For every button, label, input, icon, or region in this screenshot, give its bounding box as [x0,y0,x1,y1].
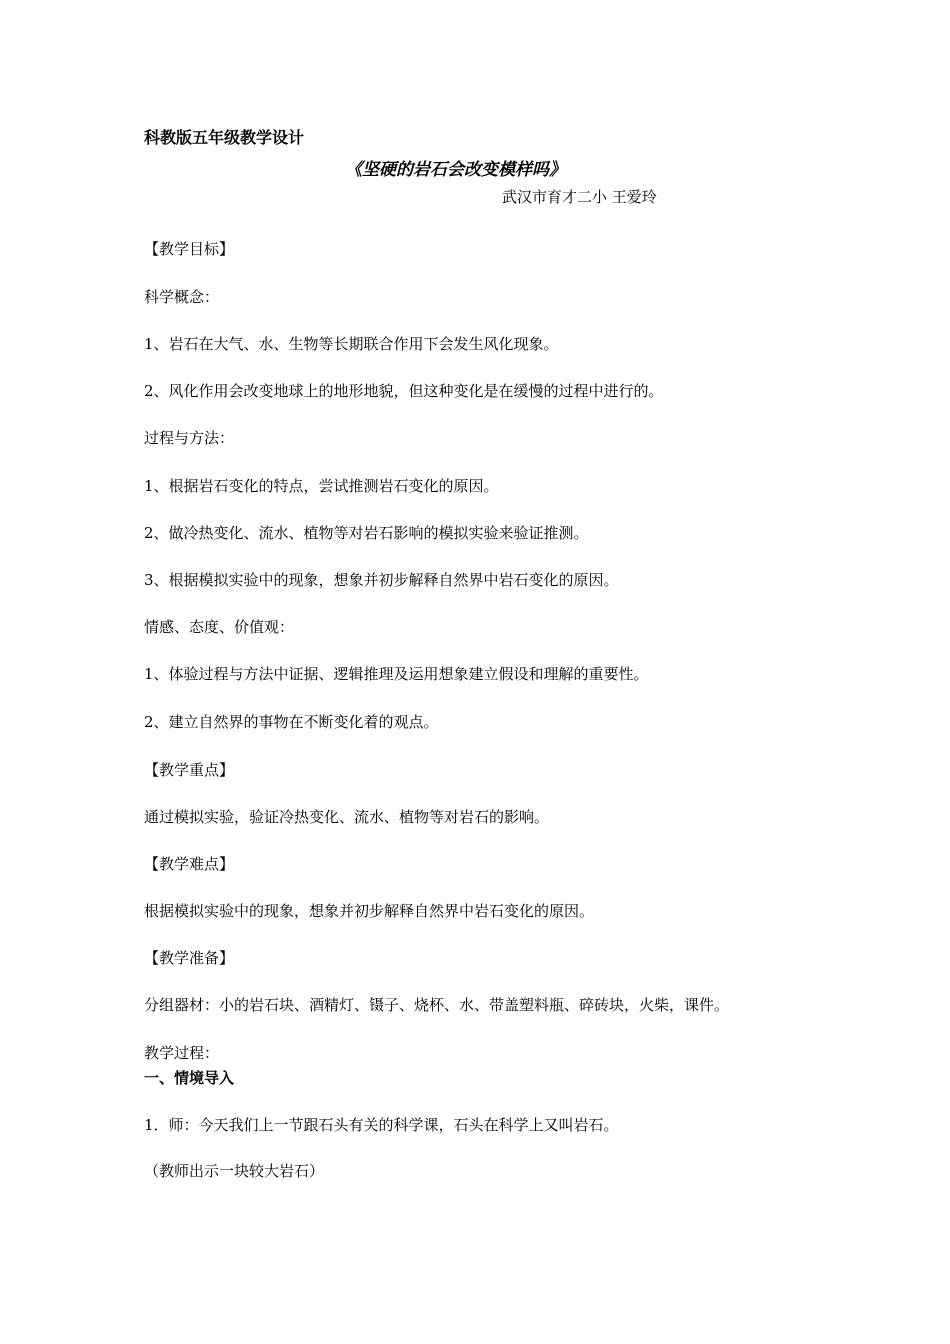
attitude-item: 2、建立自然界的事物在不断变化着的观点。 [144,713,439,731]
teaching-process-label: 教学过程： [144,1044,220,1062]
process-item-note: （教师出示一块较大岩石） [144,1162,325,1180]
process-method-label: 过程与方法： [144,429,235,447]
process-method-item: 2、做冷热变化、流水、植物等对岩石影响的模拟实验来验证推测。 [144,524,589,542]
preparation-heading: 【教学准备】 [144,949,235,967]
section-heading: 一、情境导入 [144,1069,235,1087]
key-point-text: 通过模拟实验，验证冷热变化、流水、植物等对岩石的影响。 [144,808,550,826]
concept-label: 科学概念： [144,288,220,306]
document-header: 科教版五年级教学设计 [144,128,305,147]
attitude-item: 1、体验过程与方法中证据、逻辑推理及运用想象建立假设和理解的重要性。 [144,665,649,683]
key-point-heading: 【教学重点】 [144,761,235,779]
objectives-heading: 【教学目标】 [144,240,235,258]
process-item: 1．师：今天我们上一节跟石头有关的科学课，石头在科学上又叫岩石。 [144,1116,619,1134]
concept-item: 1、岩石在大气、水、生物等长期联合作用下会发生风化现象。 [144,335,559,353]
difficulty-heading: 【教学难点】 [144,855,235,873]
attitude-label: 情感、态度、价值观： [144,618,295,636]
document-title: 《坚硬的岩石会改变模样吗》 [345,160,566,180]
process-method-item: 1、根据岩石变化的特点，尝试推测岩石变化的原因。 [144,477,499,495]
process-method-item: 3、根据模拟实验中的现象，想象并初步解释自然界中岩石变化的原因。 [144,571,619,589]
preparation-text: 分组器材：小的岩石块、酒精灯、镊子、烧杯、水、带盖塑料瓶、碎砖块，火柴，课件。 [144,996,730,1014]
concept-item: 2、风化作用会改变地球上的地形地貌，但这种变化是在缓慢的过程中进行的。 [144,382,664,400]
difficulty-text: 根据模拟实验中的现象，想象并初步解释自然界中岩石变化的原因。 [144,902,595,920]
document-author: 武汉市育才二小 王爱玲 [502,188,657,206]
